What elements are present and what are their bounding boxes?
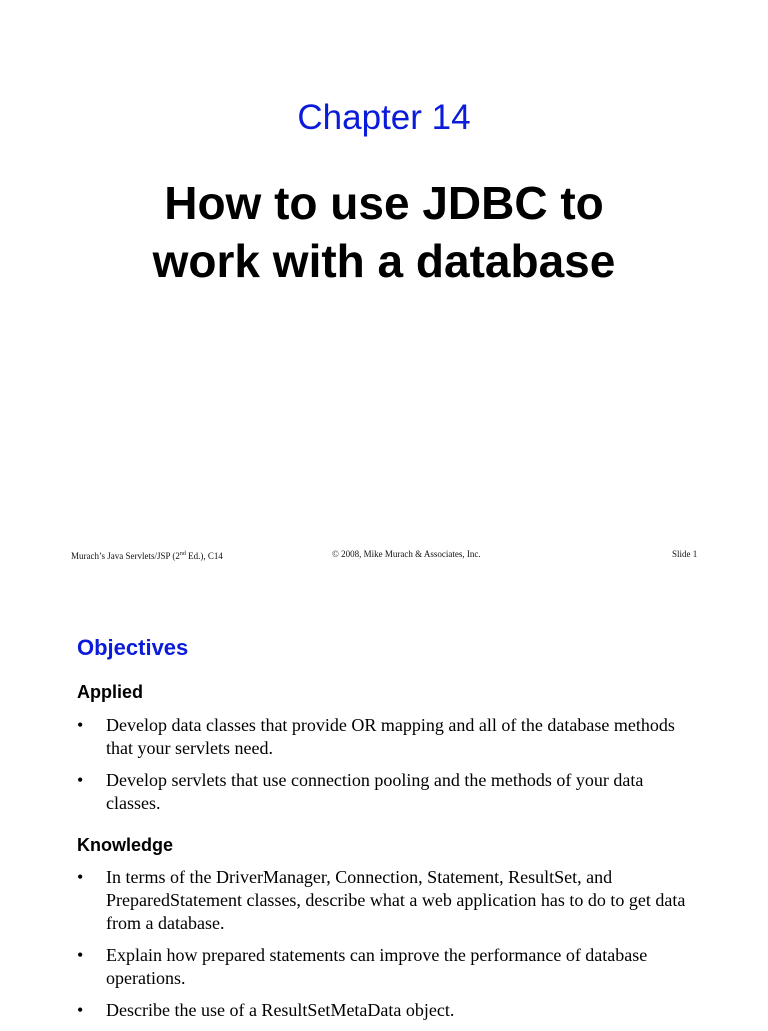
footer-edition-superscript: nd bbox=[179, 551, 186, 557]
bullet-icon: • bbox=[77, 770, 84, 790]
bullet-text: Explain how prepared statements can improve the performance of database operations. bbox=[106, 945, 648, 988]
footer-book-suffix: Ed.), C14 bbox=[185, 551, 223, 561]
applied-heading: Applied bbox=[77, 682, 143, 702]
bullet-text: Develop servlets that use connection pooling and the methods of your data classes. bbox=[106, 770, 644, 813]
list-item bbox=[77, 866, 697, 935]
footer-slide-number: Slide 1 bbox=[672, 549, 698, 559]
bullet-text: In terms of the DriverManager, Connection, Statement, ResultSet, and PreparedStatement classes, describe what a web application has to do to get data from a database. bbox=[106, 867, 686, 933]
objectives-slide bbox=[0, 580, 768, 1024]
footer-book-title bbox=[71, 548, 223, 562]
footer-copyright: © 2008, Mike Murach & Associates, Inc. bbox=[332, 549, 481, 559]
list-item bbox=[77, 714, 697, 760]
bullet-icon: • bbox=[77, 867, 84, 887]
bullet-icon: • bbox=[77, 945, 84, 965]
list-item bbox=[77, 999, 697, 1022]
bullet-icon: • bbox=[77, 1000, 84, 1020]
chapter-title-line-2: work with a database bbox=[152, 235, 616, 287]
list-item bbox=[77, 944, 697, 990]
chapter-title bbox=[0, 174, 768, 290]
chapter-title-line-1: How to use JDBC to bbox=[164, 177, 604, 229]
list-item bbox=[77, 769, 697, 815]
knowledge-heading: Knowledge bbox=[77, 835, 174, 855]
bullet-text: Describe the use of a ResultSetMetaData object. bbox=[106, 1000, 455, 1020]
bullet-icon: • bbox=[77, 715, 84, 735]
bullet-text: Develop data classes that provide OR mapping and all of the database methods that your servlets need. bbox=[106, 715, 675, 758]
footer-book-prefix: Murach’s Java Servlets/JSP (2 bbox=[71, 551, 180, 561]
objectives-heading: Objectives bbox=[77, 635, 189, 660]
chapter-label: Chapter 14 bbox=[297, 98, 471, 137]
knowledge-bullet-list bbox=[77, 866, 697, 1031]
applied-bullet-list bbox=[77, 714, 697, 824]
